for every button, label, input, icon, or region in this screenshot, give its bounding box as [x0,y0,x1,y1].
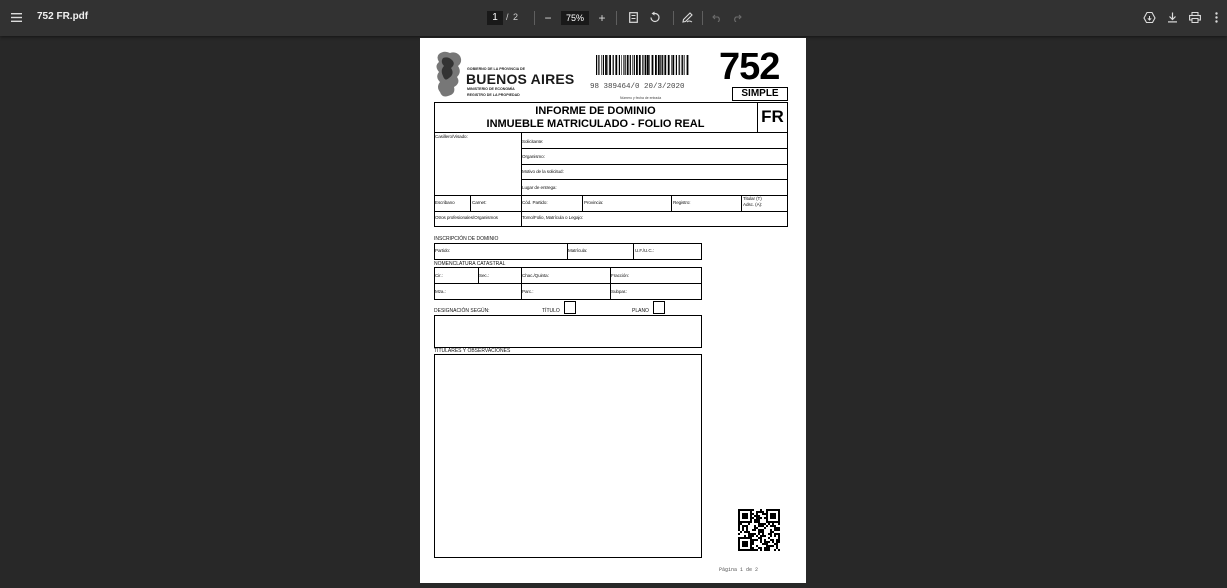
nomenclatura-title: NOMENCLATURA CATASTRAL [434,261,506,267]
zoom-out-button[interactable]: − [544,11,552,25]
form-title-line1: INFORME DE DOMINIO [535,105,656,117]
form-code: FR [761,107,784,126]
divider [702,11,703,25]
drive-save-icon[interactable] [1143,11,1156,24]
motivo-field: Motivo de la solicitud: [522,169,564,174]
pdf-toolbar [0,0,1227,36]
logo-line3: MINISTERIO DE ECONOMÍA [467,87,515,91]
escribano-label: Escribano [435,200,455,205]
divider [534,11,535,25]
barcode-caption: Número y fecha de entrada [620,96,662,100]
barcode [596,55,689,75]
tomo-folio-field: Tomo/Folio, Matrícula o Legajo: [522,215,583,220]
fraccion-field: Fracción: [611,273,629,278]
province-shield-icon [434,50,464,100]
rotate-icon[interactable] [648,11,661,24]
matricula-field: Matrícula: [568,248,588,253]
registro-field: Registro: [673,200,691,205]
zoom-in-button[interactable]: + [598,11,606,25]
form-title-line2: INMUEBLE MATRICULADO - FOLIO REAL [486,118,705,130]
form-type-badge: SIMPLE [732,87,788,101]
adsc-field: Adsc. (A): [743,202,763,207]
mza-field: Mza.: [435,289,446,294]
provincia-field: Provincia: [584,200,604,205]
cod-partido-field: Cód. Partido: [522,200,548,205]
logo-line1: GOBIERNO DE LA PROVINCIA DE [467,67,526,71]
subpar-field: Subpar.: [611,289,628,294]
lugar-entrega-field: Lugar de entrega: [522,185,557,190]
menu-icon[interactable] [11,13,22,22]
cir-field: Cir.: [435,273,443,278]
total-pages: 2 [513,12,519,22]
page-number-input[interactable] [487,11,503,25]
logo-line4: REGISTRO DE LA PROPIEDAD [467,93,520,97]
titular-field: Titular (T) [743,196,762,201]
chac-quinta-field: Chac./Quinta: [522,273,549,278]
carnet-field: Carnet: [472,200,487,205]
parc-field: Parc.: [522,289,534,294]
barcode-number: 98 389464/0 20/3/2020 [590,83,685,91]
plano-checkbox [653,301,665,314]
divider [616,11,617,25]
otros-profesionales-label: Otros profesionales/Organismos [435,215,498,220]
designacion-box [434,315,702,348]
uf-uc-field: U.F./U.C.: [635,248,654,253]
inscripcion-title: INSCRIPCIÓN DE DOMINIO [434,236,499,242]
undo-icon[interactable] [712,13,722,22]
designacion-title: DESIGNACIÓN SEGÚN: [434,308,490,314]
form-number: 752 [719,46,780,88]
titulares-box [434,354,702,558]
divider [673,11,674,25]
qr-code [738,509,780,551]
solicitante-field: Solicitante: [522,139,544,144]
titulares-title: TITULARES Y OBSERVACIONES [434,348,511,354]
download-icon[interactable] [1167,12,1178,23]
titulo-checkbox [564,301,576,314]
file-title: 752 FR.pdf [37,11,89,22]
pdf-page [420,38,806,583]
sec-field: Sec.: [479,273,489,278]
logo-title: BUENOS AIRES [466,71,575,87]
plano-label: PLANO [632,308,649,314]
print-icon[interactable] [1189,12,1201,23]
annotate-pen-icon[interactable] [682,12,693,23]
titulo-label: TÍTULO [542,308,560,314]
more-options-icon[interactable] [1215,12,1218,23]
fit-page-icon[interactable] [629,12,638,23]
partido-field: Partido: [435,248,451,253]
page-footer: Página 1 de 2 [719,567,759,573]
redo-icon[interactable] [732,13,742,22]
casillero-label: Casillero/Visado: [435,134,468,139]
page-separator: / [506,12,509,22]
zoom-input[interactable] [561,11,589,25]
organismo-field: Organismo: [522,154,545,159]
